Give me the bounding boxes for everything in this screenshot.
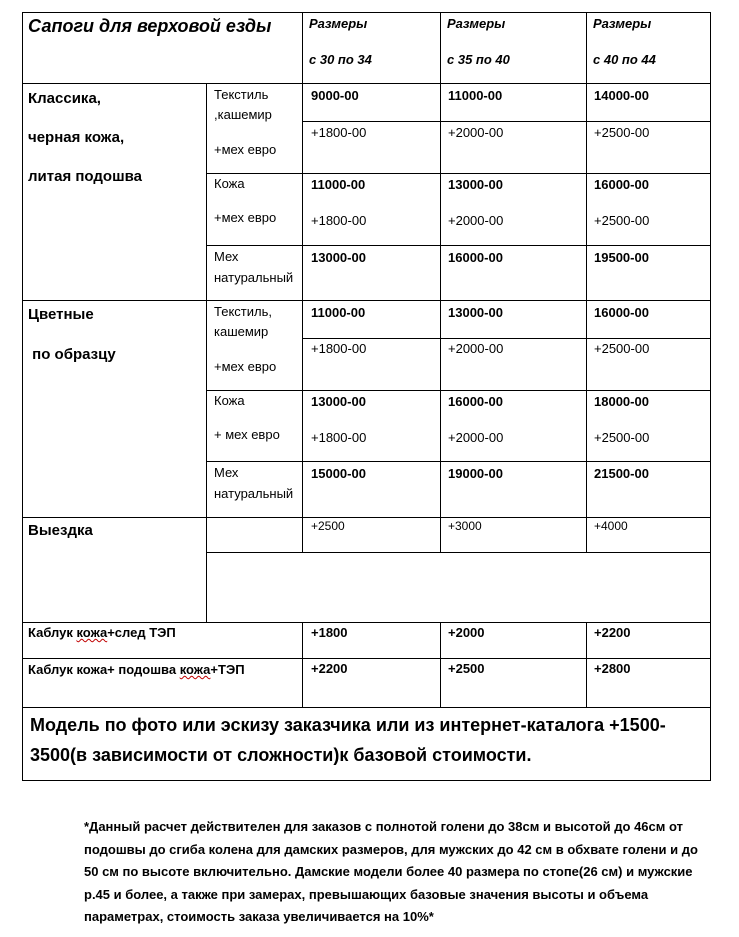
base-price: 13000-00 [448,177,503,192]
heel-surcharge: +2000 [448,625,485,640]
heel-surcharge: +2500 [448,661,485,676]
fur-surcharge: +2500-00 [594,213,650,228]
table-divider [302,121,711,122]
table-divider [206,173,711,174]
material-label: Текстиль [214,87,269,102]
table-divider [22,517,711,518]
size-header-range: с 30 по 34 [309,52,372,67]
fur-surcharge: +1800-00 [311,125,367,140]
table-divider [586,12,587,553]
category-name: по образцу [28,346,116,363]
fur-surcharge: +2000-00 [448,125,504,140]
heel-option-label: Каблук кожа+ подошва кожа+ТЭП [28,662,245,677]
table-divider [302,12,303,553]
table-divider [440,12,441,553]
base-price: 16000-00 [594,305,649,320]
base-price: 9000-00 [311,88,359,103]
fur-surcharge: +2500-00 [594,430,650,445]
table-divider [440,622,441,708]
table-divider [586,622,587,708]
fur-surcharge: +1800-00 [311,430,367,445]
fur-surcharge: +2500-00 [594,125,650,140]
material-label: +мех евро [214,142,277,157]
dressage-surcharge: +4000 [594,519,628,533]
base-price: 11000-00 [448,88,503,103]
heel-option-label: Каблук кожа+след ТЭП [28,625,176,640]
fur-surcharge: +2000-00 [448,341,504,356]
base-price: 15000-00 [311,466,366,481]
table-divider [206,245,711,246]
material-label: + мех евро [214,427,280,442]
material-label: натуральный [214,486,294,501]
fur-surcharge: +2000-00 [448,213,504,228]
table-divider [22,83,711,84]
fur-surcharge: +1800-00 [311,213,367,228]
table-divider [22,300,711,301]
material-label: натуральный [214,270,294,285]
base-price: 13000-00 [448,305,503,320]
base-price: 11000-00 [311,177,366,192]
heel-surcharge: +1800 [311,625,348,640]
footnote: *Данный расчет действителен для заказов с полнотой голени до 38см и высотой до 46см от подошвы до сгиба колена для дамских размеров, для мужских до 42 см в обхвате голени и до 50 см по высоте включительно. Дамские модели более 40 размера по стопе(26 см) и мужские р.45 и более, а также при замерах, превышающих базовые значения высоты и объема параметрах, стоимость заказа увеличивается на 10%* [84,819,698,924]
category-name: черная кожа, [28,129,125,146]
material-label: +мех евро [214,210,277,225]
size-header-label: Размеры [309,16,368,31]
base-price: 16000-00 [448,250,503,265]
table-divider [22,707,711,708]
material-label: Мех [214,249,239,264]
material-label: +мех евро [214,359,277,374]
table-border [22,780,711,781]
table-border [22,12,711,13]
table-title: Сапоги для верховой езды [28,16,272,36]
table-divider [22,622,711,623]
base-price: 11000-00 [311,305,366,320]
table-divider [206,552,711,553]
base-price: 14000-00 [594,88,649,103]
size-header-range: с 40 по 44 [593,52,656,67]
material-label: Текстиль, [214,304,272,319]
heel-surcharge: +2200 [594,625,631,640]
material-label: ,кашемир [214,107,272,122]
base-price: 16000-00 [594,177,649,192]
category-name: Классика, [28,90,101,107]
base-price: 13000-00 [311,394,366,409]
table-divider [206,461,711,462]
table-divider [206,83,207,623]
material-label: Мех [214,465,239,480]
dressage-surcharge: +3000 [448,519,482,533]
fur-surcharge: +2000-00 [448,430,504,445]
heel-surcharge: +2200 [311,661,348,676]
base-price: 21500-00 [594,466,649,481]
size-header-range: с 35 по 40 [447,52,510,67]
heel-surcharge: +2800 [594,661,631,676]
base-price: 19000-00 [448,466,503,481]
material-label: Кожа [214,393,245,408]
size-header-label: Размеры [447,16,506,31]
category-name: Цветные [28,306,94,323]
base-price: 16000-00 [448,394,503,409]
table-divider [302,338,711,339]
table-divider [206,390,711,391]
material-label: кашемир [214,324,269,339]
custom-model-note: Модель по фото или эскизу заказчика или из интернет-каталога +1500-3500(в зависимости от сложности)к базовой стоимости. [30,715,666,765]
fur-surcharge: +2500-00 [594,341,650,356]
fur-surcharge: +1800-00 [311,341,367,356]
base-price: 18000-00 [594,394,649,409]
base-price: 13000-00 [311,250,366,265]
category-name: литая подошва [28,168,142,185]
dressage-surcharge: +2500 [311,519,345,533]
table-border [710,12,711,781]
category-name: Выездка [28,522,93,539]
material-label: Кожа [214,176,245,191]
table-border [22,12,23,781]
size-header-label: Размеры [593,16,652,31]
base-price: 19500-00 [594,250,649,265]
table-divider [302,622,303,708]
table-divider [22,658,711,659]
